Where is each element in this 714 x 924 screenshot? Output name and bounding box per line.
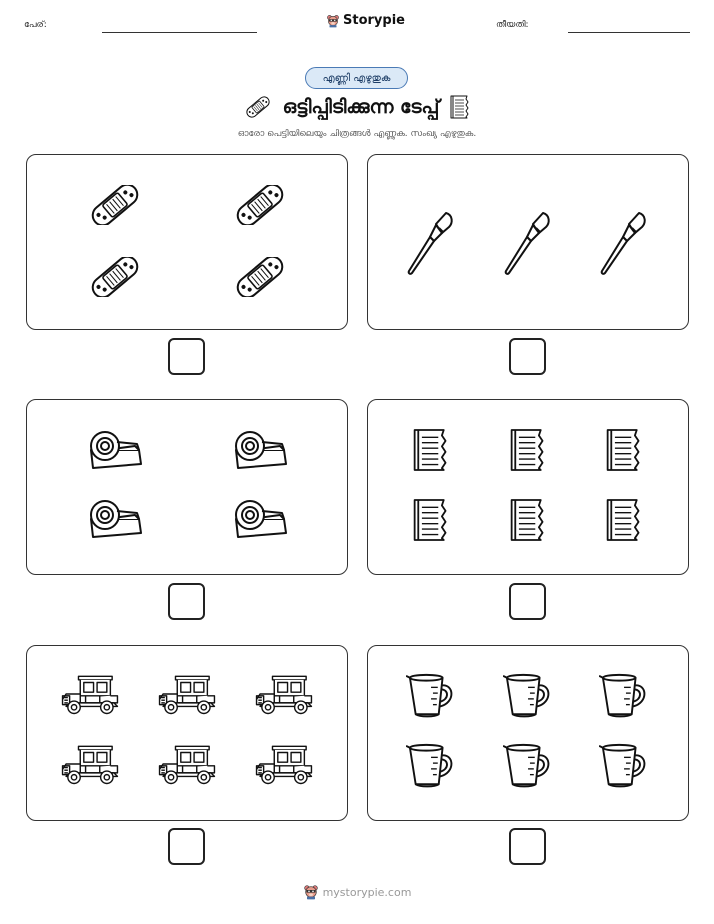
worksheet-header xyxy=(0,0,714,50)
paintbrush-icon xyxy=(406,209,456,279)
bear-mascot-icon xyxy=(326,14,340,28)
measuring-cup-icon xyxy=(406,742,458,790)
page-title: ഒട്ടിപ്പിടിക്കുന്ന ടേപ്പ് xyxy=(282,96,440,118)
bandage-icon xyxy=(85,257,145,297)
answer-box-bandages[interactable] xyxy=(168,338,205,375)
notepad-icon xyxy=(604,426,644,474)
count-panel-tape-dispensers xyxy=(26,399,348,575)
paintbrush-icon xyxy=(503,209,553,279)
notepad-icon xyxy=(411,496,451,544)
notepad-icon xyxy=(604,496,644,544)
count-panel-bandages xyxy=(26,154,348,330)
count-panel-notepads xyxy=(367,399,689,575)
tape-dispenser-icon xyxy=(85,497,145,541)
brand-logo xyxy=(326,13,405,28)
answer-box-notepads[interactable] xyxy=(509,583,546,620)
notepad-icon xyxy=(508,496,548,544)
notepad-icon xyxy=(411,426,451,474)
tape-dispenser-icon xyxy=(85,428,145,472)
measuring-cup-icon xyxy=(503,742,555,790)
vintage-car-icon xyxy=(156,742,218,786)
bandage-icon xyxy=(230,257,290,297)
name-label: പേര്: xyxy=(24,20,47,30)
tape-dispenser-icon xyxy=(230,428,290,472)
measuring-cup-icon xyxy=(599,742,651,790)
measuring-cup-icon xyxy=(503,672,555,720)
notepad-icon xyxy=(508,426,548,474)
count-panel-vintage-cars xyxy=(26,645,348,821)
answer-box-paintbrushes[interactable] xyxy=(509,338,546,375)
measuring-cup-icon xyxy=(599,672,651,720)
date-label: തീയതി: xyxy=(496,20,529,30)
vintage-car-icon xyxy=(59,672,121,716)
answer-box-measuring-cups[interactable] xyxy=(509,828,546,865)
notepad-icon xyxy=(449,94,471,120)
paintbrush-icon xyxy=(599,209,649,279)
bear-mascot-icon xyxy=(303,884,319,900)
measuring-cup-icon xyxy=(406,672,458,720)
count-panel-measuring-cups xyxy=(367,645,689,821)
vintage-car-icon xyxy=(156,672,218,716)
vintage-car-icon xyxy=(253,742,315,786)
title-row xyxy=(210,92,504,122)
bandage-icon xyxy=(243,96,273,118)
tape-dispenser-icon xyxy=(230,497,290,541)
activity-badge: എണ്ണി എഴുതുക xyxy=(305,67,408,89)
date-line[interactable] xyxy=(568,32,690,33)
answer-box-vintage-cars[interactable] xyxy=(168,828,205,865)
brand-name: Storypie xyxy=(343,13,405,28)
vintage-car-icon xyxy=(253,672,315,716)
bandage-icon xyxy=(230,185,290,225)
footer-url[interactable]: mystorypie.com xyxy=(322,885,412,899)
vintage-car-icon xyxy=(59,742,121,786)
bandage-icon xyxy=(85,185,145,225)
instructions: ഓരോ പെട്ടിയിലെയും ചിത്രങ്ങൾ എണ്ണുക. സംഖ്യ എഴുതുക. xyxy=(237,129,477,139)
footer xyxy=(0,884,714,900)
name-line[interactable] xyxy=(102,32,257,33)
count-panel-paintbrushes xyxy=(367,154,689,330)
answer-box-tape-dispensers[interactable] xyxy=(168,583,205,620)
